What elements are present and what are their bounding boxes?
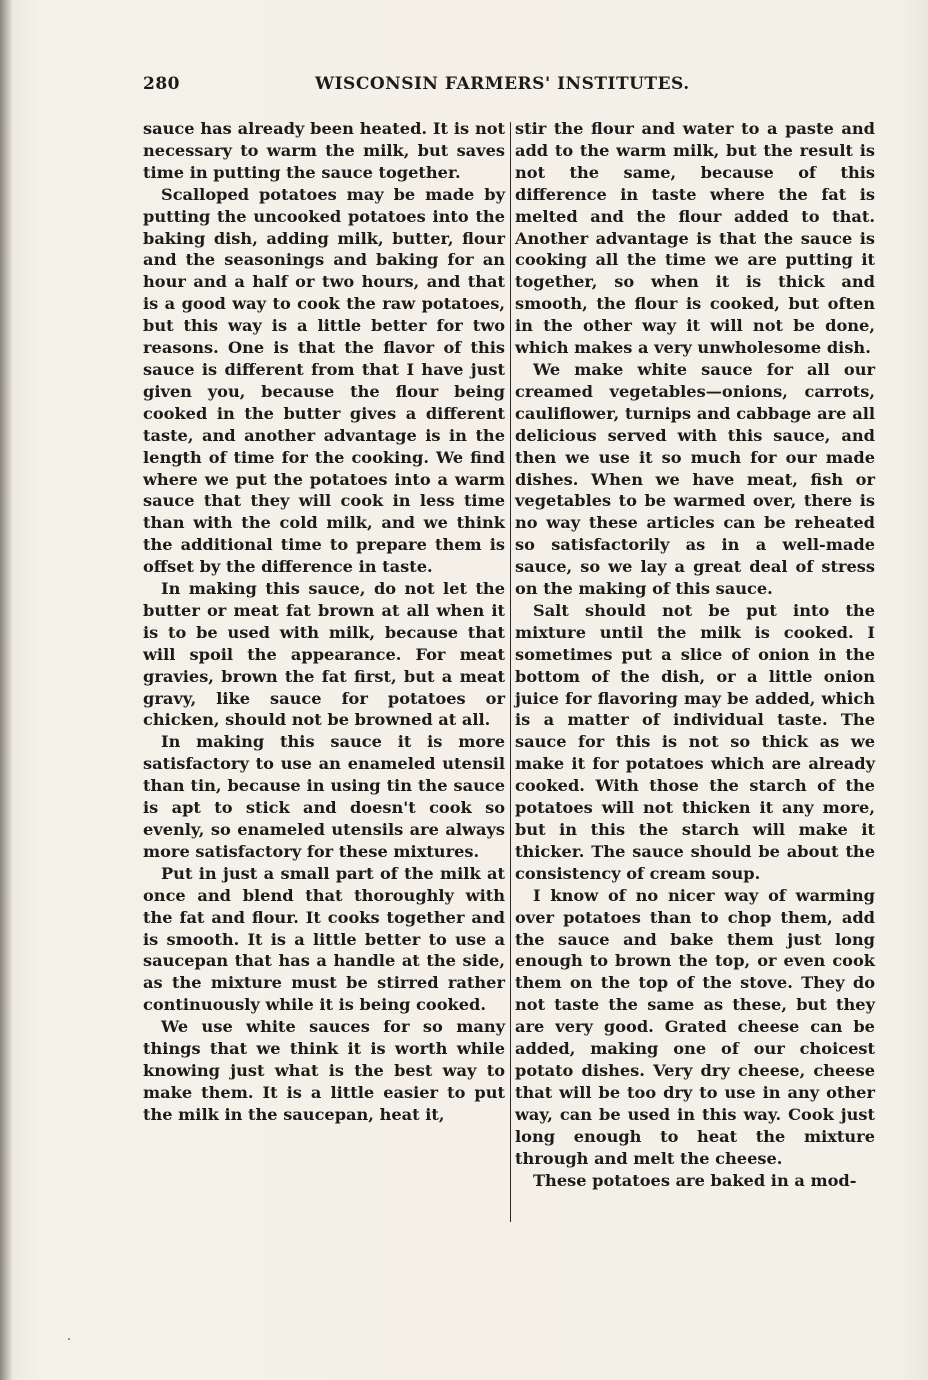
running-title: WISCONSIN FARMERS' INSTITUTES. <box>315 74 690 94</box>
paragraph: stir the flour and water to a paste and add to the warm milk, but the result is not the same, because of this difference in taste where the fat is melted and the flour added to that. Another advantage is that the sauce is cooking all the time we are putting it together, so when it is thick and smooth, the flour is cooked, but often in the other way it will not be done, which makes a very unwholesome dish. <box>515 119 875 358</box>
paragraph: Scalloped potatoes may be made by putting the uncooked potatoes into the baking dish, adding milk, butter, flour and the seasonings and baking for an hour and a half or two hours, and that is a good way to cook the raw potatoes, but this way is a little better for two reasons. One is that the flavor of this sauce is different from that I have just given you, because the flour being cooked in the butter gives a different taste, and another advantage is in the length of time for the cooking. We find where we put the potatoes into a warm sauce that they will cook in less time than with the cold milk, and we think the additional time to prepare them is offset by the difference in taste. <box>143 184 505 577</box>
paragraph: These potatoes are baked in a mod- <box>533 1170 857 1190</box>
right-column <box>515 118 875 1191</box>
page-binding-edge <box>0 0 12 1380</box>
left-column <box>143 118 505 1126</box>
paragraph: Salt should not be put into the mixture until the milk is cooked. I sometimes put a slice of onion in the bottom of the dish, or a little onion juice for flavoring may be added, which is a matter of individual taste. The sauce for this is not so thick as we make it for potatoes which are already cooked. With those the starch of the potatoes will not thicken it any more, but in this the starch will make it thicker. The sauce should be about the consistency of cream soup. <box>515 600 875 883</box>
paragraph: Put in just a small part of the milk at once and blend that thoroughly with the fat and flour. It cooks together and is smooth. It is a little better to use a saucepan that has a handle at the side, as the mixture must be stirred rather continuously while it is being cooked. <box>143 863 505 1015</box>
paragraph: We make white sauce for all our creamed vegetables—onions, carrots, cauliflower, turnips and cabbage are all delicious served with this sauce, and then we use it so much for our made dishes. When we have meat, fish or vegetables to be warmed over, there is no way these articles can be reheated so satisfactorily as in a well-made sauce, so we lay a great deal of stress on the making of this sauce. <box>515 359 875 599</box>
paragraph: I know of no nicer way of warming over potatoes than to chop them, add the sauce and bake them just long enough to brown the top, or even cook them on the top of the stove. They do not taste the same as these, but they are very good. Grated cheese can be added, making one of our choicest potato dishes. Very dry cheese, cheese that will be too dry to use in any other way, can be used in this way. Cook just long enough to heat the mixture through and melt the cheese. <box>515 885 875 1168</box>
paragraph: In making this sauce, do not let the butter or meat fat brown at all when it is to be used with milk, because that will spoil the appearance. For meat gravies, brown the fat first, but a meat gravy, like sauce for potatoes or chicken, should not be browned at all. <box>143 579 505 730</box>
column-divider <box>510 122 511 1222</box>
paragraph: We use white sauces for so many things that we think it is worth while knowing just what is the best way to make them. It is a little easier to put the milk in the saucepan, heat it, <box>143 1017 505 1124</box>
paper-speck <box>68 1338 70 1340</box>
paragraph: sauce has already been heated. It is not necessary to warm the milk, but saves time in putting the sauce together. <box>143 119 505 182</box>
paragraph: In making this sauce it is more satisfactory to use an enameled utensil than tin, because in using tin the sauce is apt to stick and doesn't cook so evenly, so enameled utensils are always more satisfactory for these mixtures. <box>143 732 505 861</box>
page-number: 280 <box>143 74 180 94</box>
page-header <box>143 74 873 98</box>
